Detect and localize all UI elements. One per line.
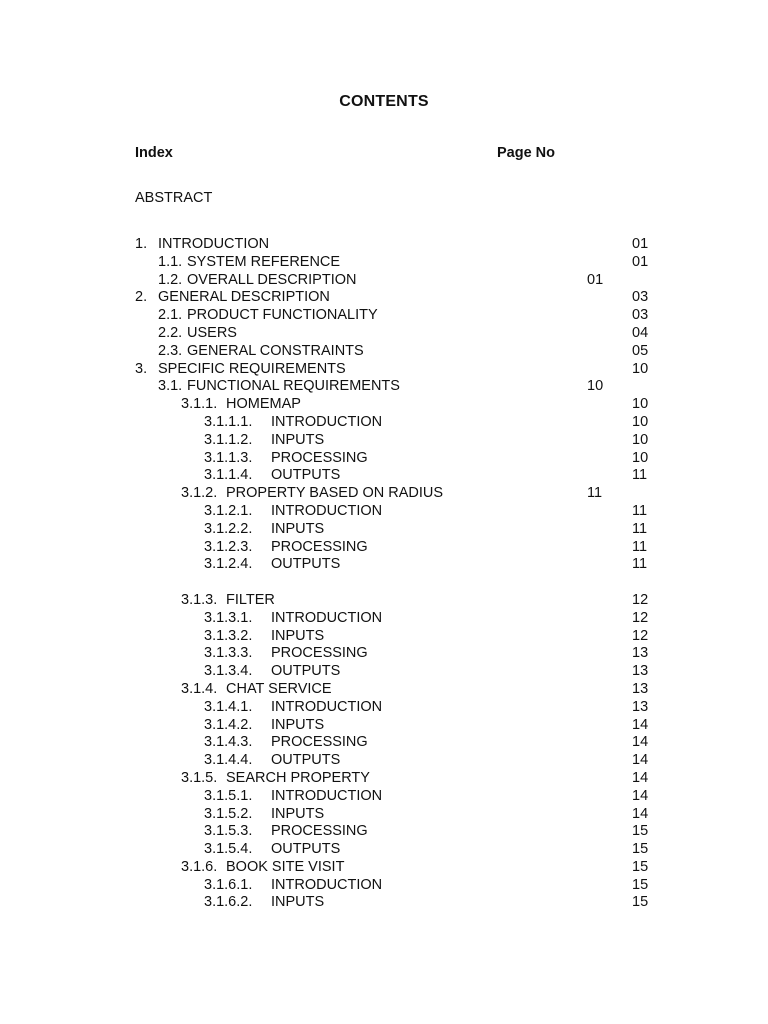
toc-entry-page-number: 11 — [632, 556, 648, 573]
toc-entry — [0, 361, 768, 379]
toc-entry-label: PROCESSING — [271, 734, 368, 751]
toc-entry-label: INPUTS — [271, 627, 325, 644]
toc-entry-page-number: 11 — [632, 467, 648, 484]
toc-entry — [0, 788, 768, 806]
toc-entry-page-number: 12 — [632, 591, 649, 608]
toc-entry-page-number: 13 — [632, 663, 649, 680]
toc-entry-number: 3.1.1.4. — [204, 467, 253, 484]
toc-entry — [0, 877, 768, 895]
toc-entry-label: OUTPUTS — [271, 556, 341, 573]
toc-entry-number: 3.1.2.2. — [204, 520, 253, 537]
toc-entry-page-number: 10 — [632, 360, 649, 377]
toc-entry-page-number: 15 — [632, 858, 649, 875]
toc-entry-number: 3.1.2.1. — [204, 502, 253, 519]
toc-entry-label: INTRODUCTION — [271, 787, 383, 804]
toc-entry — [0, 539, 768, 557]
toc-entry — [0, 325, 768, 343]
toc-entry — [0, 894, 768, 912]
toc-entry-label: CHAT SERVICE — [226, 680, 332, 697]
toc-entry — [0, 485, 768, 503]
toc-entry-page-number: 12 — [632, 627, 649, 644]
toc-entry-page-number: 15 — [632, 823, 649, 840]
toc-entry-page-number: 13 — [632, 698, 649, 715]
toc-entry-page-number: 11 — [587, 485, 603, 502]
toc-entry-number: 3.1.3.1. — [204, 609, 253, 626]
toc-entry-label: PRODUCT FUNCTIONALITY — [187, 307, 378, 324]
toc-entry-number: 3.1.6. — [181, 858, 218, 875]
toc-entry — [0, 432, 768, 450]
toc-entry-number: 2.3. — [158, 342, 183, 359]
toc-entry-number: 2.1. — [158, 307, 183, 324]
toc-entry-number: 3.1.1.2. — [204, 431, 253, 448]
toc-entry — [0, 272, 768, 290]
toc-entry-number: 3.1.1. — [181, 396, 218, 413]
toc-entry — [0, 628, 768, 646]
toc-entry-label: BOOK SITE VISIT — [226, 858, 345, 875]
toc-entry-label: SPECIFIC REQUIREMENTS — [158, 360, 346, 377]
toc-entry-number: 3.1.4.3. — [204, 734, 253, 751]
toc-entry-label: INTRODUCTION — [271, 609, 383, 626]
toc-entry — [0, 823, 768, 841]
page-no-column-header: Page No — [497, 145, 556, 161]
toc-entry-label: PROCESSING — [271, 823, 368, 840]
toc-entry-page-number: 04 — [632, 324, 649, 341]
toc-entry-label: OUTPUTS — [271, 663, 341, 680]
toc-entry-number: 1.1. — [158, 253, 183, 270]
toc-entry — [0, 396, 768, 414]
page-title: CONTENTS — [339, 93, 429, 110]
toc-entry-label: PROPERTY BASED ON RADIUS — [226, 485, 444, 502]
toc-entry-page-number: 10 — [632, 449, 649, 466]
toc-entry-page-number: 14 — [632, 716, 649, 733]
toc-entry — [0, 592, 768, 610]
toc-entry-number: 3.1.3. — [181, 591, 218, 608]
toc-entry-number: 3.1.2.3. — [204, 538, 253, 555]
toc-entry — [0, 806, 768, 824]
toc-entry-page-number: 15 — [632, 841, 649, 858]
toc-entry-label: GENERAL DESCRIPTION — [158, 289, 330, 306]
toc-entry-page-number: 14 — [632, 769, 649, 786]
toc-entry — [0, 752, 768, 770]
toc-entry — [0, 467, 768, 485]
toc-entry-number: 3.1.1.1. — [204, 413, 253, 430]
toc-entry-label: GENERAL CONSTRAINTS — [187, 342, 364, 359]
toc-entry-page-number: 15 — [632, 876, 649, 893]
toc-entry — [0, 378, 768, 396]
toc-entry-label: INTRODUCTION — [271, 413, 383, 430]
abstract-entry: ABSTRACT — [135, 190, 213, 206]
toc-entry-label: PROCESSING — [271, 645, 368, 662]
toc-entry — [0, 681, 768, 699]
toc-entry — [0, 770, 768, 788]
toc-entry — [0, 503, 768, 521]
toc-entry-number: 2.2. — [158, 324, 183, 341]
toc-entry — [0, 414, 768, 432]
toc-entry-page-number: 05 — [632, 342, 649, 359]
toc-entry-number: 3.1.6.1. — [204, 876, 253, 893]
toc-entry — [0, 610, 768, 628]
toc-entry-page-number: 11 — [632, 520, 648, 537]
toc-entry-number: 3.1.5.2. — [204, 805, 253, 822]
toc-entry-page-number: 11 — [632, 502, 648, 519]
toc-entry-label: SEARCH PROPERTY — [226, 769, 370, 786]
toc-entry-number: 3.1.2.4. — [204, 556, 253, 573]
toc-entry — [0, 254, 768, 272]
toc-entry-page-number: 10 — [632, 413, 649, 430]
toc-entry — [0, 699, 768, 717]
toc-entry-page-number: 03 — [632, 289, 649, 306]
toc-entry-number: 3.1.5.3. — [204, 823, 253, 840]
toc-entry — [0, 663, 768, 681]
toc-entry-page-number: 13 — [632, 680, 649, 697]
toc-entry — [0, 343, 768, 361]
toc-entry — [0, 859, 768, 877]
toc-entry-number: 3.1.2. — [181, 485, 218, 502]
toc-entry — [0, 521, 768, 539]
toc-entry-page-number: 10 — [587, 378, 604, 395]
toc-entry-number: 3.1. — [158, 378, 183, 395]
toc-entry — [0, 307, 768, 325]
toc-entry-label: OUTPUTS — [271, 841, 341, 858]
toc-entry-label: INPUTS — [271, 805, 325, 822]
toc-entry-number: 3.1.1.3. — [204, 449, 253, 466]
toc-entry-label: PROCESSING — [271, 449, 368, 466]
toc-entry-page-number: 01 — [632, 236, 649, 252]
toc-entry-label: FILTER — [226, 591, 275, 608]
toc-entry — [0, 450, 768, 468]
toc-entry-number: 3.1.3.4. — [204, 663, 253, 680]
toc-entry — [0, 717, 768, 735]
toc-entry-number: 3.1.4. — [181, 680, 218, 697]
toc-entry-number: 3. — [135, 360, 148, 377]
toc-entry-label: INPUTS — [271, 894, 325, 911]
toc-entry-page-number: 14 — [632, 787, 649, 804]
toc-entry-number: 3.1.4.2. — [204, 716, 253, 733]
toc-entry — [0, 289, 768, 307]
toc-entry-number: 1.2. — [158, 271, 183, 288]
toc-entry-page-number: 14 — [632, 734, 649, 751]
toc-entry-number: 3.1.4.1. — [204, 698, 253, 715]
toc-entry-label: USERS — [187, 324, 237, 341]
toc-entry-page-number: 12 — [632, 609, 649, 626]
toc-entry-page-number: 01 — [587, 271, 604, 288]
toc-entry — [0, 645, 768, 663]
toc-entry-number: 2. — [135, 289, 148, 306]
toc-entry-number: 3.1.5. — [181, 769, 218, 786]
toc-entry-label: INPUTS — [271, 520, 325, 537]
toc-entry-page-number: 10 — [632, 431, 649, 448]
toc-entry-page-number: 15 — [632, 894, 649, 911]
toc-entry-number: 3.1.3.3. — [204, 645, 253, 662]
toc-entry-page-number: 10 — [632, 396, 649, 413]
toc-entry-label: INPUTS — [271, 716, 325, 733]
toc-entry-label: PROCESSING — [271, 538, 368, 555]
toc-entry-label: INTRODUCTION — [271, 698, 383, 715]
toc-entry-number: 3.1.5.1. — [204, 787, 253, 804]
toc-entry-label: SYSTEM REFERENCE — [187, 253, 341, 270]
toc-entry-number: 3.1.6.2. — [204, 894, 253, 911]
toc-entry — [0, 841, 768, 859]
toc-entry — [0, 734, 768, 752]
toc-entry-page-number: 11 — [632, 538, 648, 555]
toc-entry-label: HOMEMAP — [226, 396, 301, 413]
toc-entry-number: 1. — [135, 236, 148, 252]
toc-entry-label: OVERALL DESCRIPTION — [187, 271, 357, 288]
toc-entry-page-number: 14 — [632, 752, 649, 769]
toc-entry — [0, 236, 768, 254]
toc-entry — [0, 556, 768, 574]
toc-entry-label: INTRODUCTION — [158, 236, 270, 252]
table-of-contents — [0, 236, 768, 912]
toc-entry-label: INTRODUCTION — [271, 876, 383, 893]
toc-entry-label: OUTPUTS — [271, 752, 341, 769]
toc-entry-label: INTRODUCTION — [271, 502, 383, 519]
toc-entry-label: OUTPUTS — [271, 467, 341, 484]
toc-entry-page-number: 14 — [632, 805, 649, 822]
toc-entry-page-number: 13 — [632, 645, 649, 662]
toc-entry-number: 3.1.3.2. — [204, 627, 253, 644]
toc-entry-label: INPUTS — [271, 431, 325, 448]
index-column-header: Index — [135, 145, 173, 161]
toc-entry-label: FUNCTIONAL REQUIREMENTS — [187, 378, 400, 395]
toc-entry-page-number: 03 — [632, 307, 649, 324]
toc-entry-page-number: 01 — [632, 253, 649, 270]
toc-entry-number: 3.1.5.4. — [204, 841, 253, 858]
toc-entry-number: 3.1.4.4. — [204, 752, 253, 769]
